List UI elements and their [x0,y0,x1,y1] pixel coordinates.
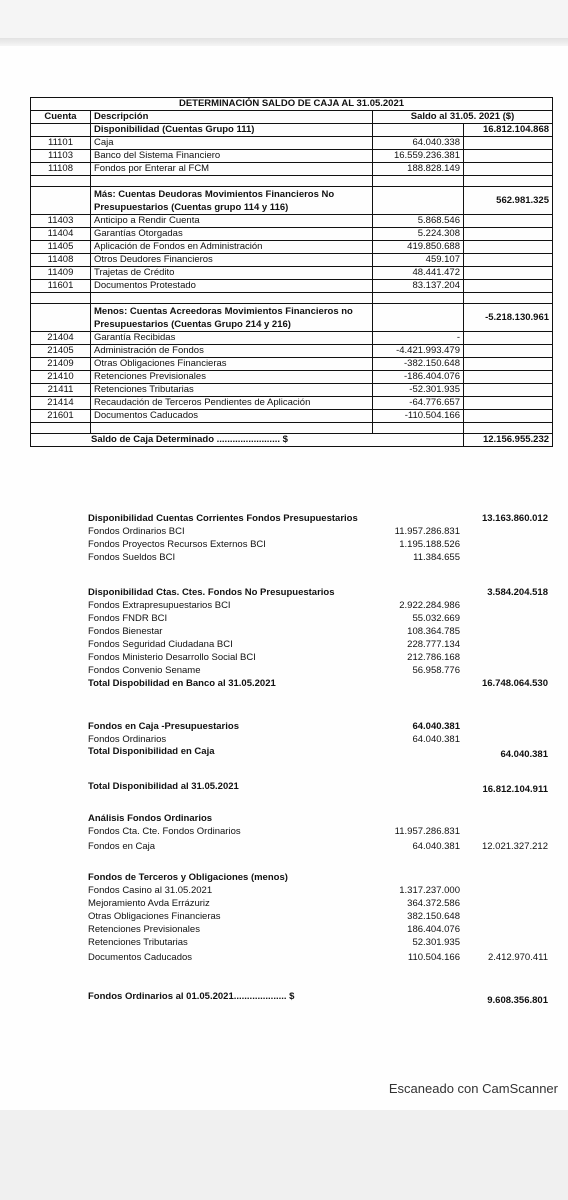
list-item [88,825,552,838]
table-row [31,332,553,345]
item-label: Fondos Bienestar [88,626,163,637]
section-title: Análisis Fondos Ordinarios [88,813,213,824]
banco-total-row [88,677,552,690]
section-total: 3.584.204.518 [487,587,548,598]
cuenta-cell: 21414 [31,397,91,410]
cuenta-cell: 11404 [31,228,91,241]
table-header-row [31,111,553,124]
group2-rows [31,215,553,293]
desc-cell: Aplicación de Fondos en Administración [91,241,373,254]
desc-cell: Anticipo a Rendir Cuenta [91,215,373,228]
table-row [31,137,553,150]
cuenta-cell: 21410 [31,371,91,384]
section-title-value: 64.040.381 [412,721,460,732]
saldo-cell: 64.040.338 [373,137,464,150]
desc-cell: Recaudación de Terceros Pendientes de Aplicación [91,397,373,410]
total-disp-value: 16.812.104.911 [482,784,548,795]
item-value: 364.372.586 [407,898,460,909]
item-value: 2.922.284.986 [399,600,460,611]
header-saldo: Saldo al 31.05. 2021 ($) [373,111,553,124]
table-row [31,371,553,384]
section-title-row [88,812,552,825]
cuenta-cell: 11103 [31,150,91,163]
list-item [88,638,552,651]
list-item [88,651,552,664]
banco-total-value: 16.748.064.530 [481,678,548,689]
item-value: 11.957.286.831 [394,826,460,837]
section-title-row [88,871,552,884]
desc-cell: Trajetas de Crédito [91,267,373,280]
group3-header-row [31,304,553,332]
item-label: Fondos en Caja [88,841,156,852]
list-item [88,612,552,625]
saldo-row [31,434,553,447]
item-total: 2.412.970.411 [487,952,548,963]
section-final [88,992,552,1009]
table-row [31,228,553,241]
group2-label: Más: Cuentas Deudoras Movimientos Financieros No Presupuestarios (Cuentas grupo 114 y 116) [91,187,373,215]
group1-header-row [31,124,553,137]
saldo-cell: - [373,332,464,345]
banco-total-label: Total Dispobilidad en Banco al 31.05.2021 [88,678,276,689]
desc-cell: Retenciones Tributarias [91,384,373,397]
cuenta-cell: 21404 [31,332,91,345]
list-item [88,538,552,551]
desc-cell: Fondos por Enterar al FCM [91,163,373,176]
item-label: Retenciones Tributarias [88,937,188,948]
desc-cell: Caja [91,137,373,150]
item-label: Documentos Caducados [88,952,193,963]
table-row [31,384,553,397]
table-row [31,280,553,293]
saldo-caja-table [30,97,553,447]
group2-header-row [31,187,553,215]
saldo-cell: -4.421.993.479 [373,345,464,358]
item-label: Fondos Ordinarios [88,734,167,745]
header-descripcion: Descripción [91,111,373,124]
cuenta-cell: 11408 [31,254,91,267]
saldo-total: 12.156.955.232 [464,434,553,447]
saldo-cell: 48.441.472 [373,267,464,280]
group1-rows [31,137,553,176]
table-title: DETERMINACIÓN SALDO DE CAJA AL 31.05.2021 [31,98,553,111]
item-value: 11.957.286.831 [394,526,460,537]
section-title-row [88,720,552,733]
list-item [88,936,552,949]
item-value: 64.040.381 [412,734,460,745]
cuenta-cell: 11101 [31,137,91,150]
total-disp-row [88,781,552,798]
list-item [88,664,552,677]
final-row [88,992,552,1009]
cuenta-cell: 11405 [31,241,91,254]
list-item [88,599,552,612]
table-row [31,397,553,410]
saldo-cell: 5.224.308 [373,228,464,241]
cuenta-cell: 11409 [31,267,91,280]
cuenta-cell: 11601 [31,280,91,293]
saldo-cell: -382.150.648 [373,358,464,371]
cuenta-cell: 11403 [31,215,91,228]
item-value: 110.504.166 [407,952,460,963]
list-item [88,625,552,638]
section-total: 13.163.860.012 [481,513,548,524]
item-label: Fondos Casino al 31.05.2021 [88,885,213,896]
item-label: Fondos Convenio Sename [88,665,201,676]
group3-label: Menos: Cuentas Acreedoras Movimientos Financieros no Presupuestarios (Cuentas Grupo 214 y 216) [91,304,373,332]
saldo-cell: -64.776.657 [373,397,464,410]
table-row [31,267,553,280]
saldo-label: Saldo de Caja Determinado ........................ $ [31,434,464,447]
top-bar [0,0,568,42]
caja-total-row [88,746,552,763]
saldo-cell: -186.404.076 [373,371,464,384]
item-total: 12.021.327.212 [481,841,548,852]
list-item [88,923,552,936]
item-label: Otras Obligaciones Financieras [88,911,221,922]
cuenta-cell: 21405 [31,345,91,358]
header-cuenta: Cuenta [31,111,91,124]
section-title: Fondos de Terceros y Obligaciones (menos) [88,872,288,883]
section-total-disponibilidad [88,781,552,798]
item-label: Mejoramiento Avda Errázuriz [88,898,210,909]
desc-cell: Administración de Fondos [91,345,373,358]
camscanner-watermark: Escaneado con CamScanner [388,1081,558,1096]
saldo-cell: 83.137.204 [373,280,464,293]
table-row [31,150,553,163]
item-label: Fondos Seguridad Ciudadana BCI [88,639,233,650]
group3-total: -5.218.130.961 [464,304,553,332]
desc-cell: Banco del Sistema Financiero [91,150,373,163]
spacer-row [31,293,553,304]
section-title-row [88,512,552,525]
desc-cell: Otros Deudores Financieros [91,254,373,267]
table-row [31,163,553,176]
desc-cell: Garantía Recibidas [91,332,373,345]
item-value: 56.958.776 [412,665,460,676]
saldo-cell: -52.301.935 [373,384,464,397]
section-fondos-caja [88,720,552,763]
table-row [31,358,553,371]
table-row [31,345,553,358]
item-value: 186.404.076 [407,924,460,935]
table-row [31,254,553,267]
item-value: 52.301.935 [412,937,460,948]
group1-label: Disponibilidad (Cuentas Grupo 111) [91,124,373,137]
item-value: 1.317.237.000 [399,885,460,896]
desc-cell: Otras Obligaciones Financieras [91,358,373,371]
desc-cell: Documentos Protestado [91,280,373,293]
item-value: 228.777.134 [407,639,460,650]
item-label: Fondos Proyectos Recursos Externos BCI [88,539,266,550]
item-value: 108.364.785 [407,626,460,637]
desc-cell: Retenciones Previsionales [91,371,373,384]
group1-total: 16.812.104.868 [464,124,553,137]
section-title: Disponibilidad Cuentas Corrientes Fondos Presupuestarios [88,513,358,524]
item-value: 55.032.669 [412,613,460,624]
list-item [88,838,552,855]
section-cc-no-presupuestarios [88,586,552,690]
item-label: Fondos Sueldos BCI [88,552,176,563]
section-title-row [88,586,552,599]
desc-cell: Garantías Otorgadas [91,228,373,241]
saldo-cell: 188.828.149 [373,163,464,176]
item-label: Retenciones Previsionales [88,924,200,935]
spacer-row [31,423,553,434]
item-value: 11.384.655 [413,552,460,563]
section-title: Fondos en Caja -Presupuestarios [88,721,239,732]
final-label: Fondos Ordinarios al 01.05.2021.................... $ [88,991,295,1002]
item-value: 64.040.381 [412,841,460,852]
item-label: Fondos FNDR BCI [88,613,168,624]
list-item [88,525,552,538]
saldo-cell: -110.504.166 [373,410,464,423]
section-analisis [88,812,552,855]
item-label: Fondos Ministerio Desarrollo Social BCI [88,652,256,663]
saldo-cell: 5.868.546 [373,215,464,228]
list-item [88,551,552,564]
caja-total-value: 64.040.381 [500,749,548,760]
table-row [31,241,553,254]
table-row [31,410,553,423]
table-title-row [31,98,553,111]
item-label: Fondos Ordinarios BCI [88,526,185,537]
item-label: Fondos Cta. Cte. Fondos Ordinarios [88,826,241,837]
cuenta-cell: 21601 [31,410,91,423]
saldo-cell: 419.850.688 [373,241,464,254]
group3-rows [31,332,553,423]
total-disp-label: Total Disponibilidad al 31.05.2021 [88,781,239,792]
saldo-cell: 16.559.236.381 [373,150,464,163]
cuenta-cell: 21411 [31,384,91,397]
section-cc-presupuestarios [88,512,552,564]
list-item [88,897,552,910]
list-item [88,910,552,923]
bottom-bar [0,1110,568,1200]
cuenta-cell: 21409 [31,358,91,371]
spacer-row [31,176,553,187]
item-value: 382.150.648 [407,911,460,922]
desc-cell: Documentos Caducados [91,410,373,423]
saldo-cell: 459.107 [373,254,464,267]
list-item [88,949,552,966]
cuenta-cell: 11108 [31,163,91,176]
section-title: Disponibilidad Ctas. Ctes. Fondos No Presupuestarios [88,587,335,598]
final-value: 9.608.356.801 [487,995,548,1006]
section-fondos-terceros [88,871,552,966]
table-row [31,215,553,228]
group2-total: 562.981.325 [464,187,553,215]
list-item [88,884,552,897]
item-value: 212.786.168 [407,652,460,663]
item-value: 1.195.188.526 [399,539,460,550]
caja-total-label: Total Disponibilidad en Caja [88,746,215,757]
item-label: Fondos Extrapresupuestarios BCI [88,600,231,611]
